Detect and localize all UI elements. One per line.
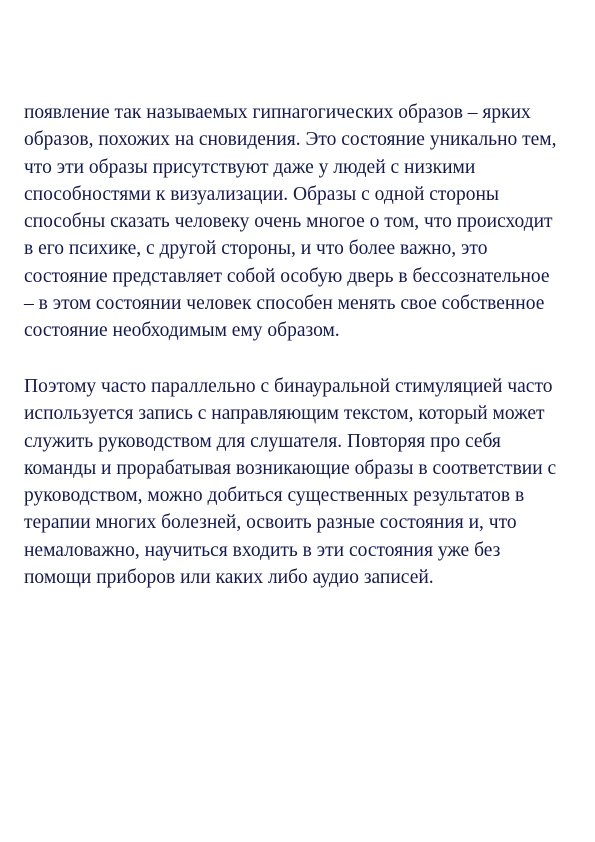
paragraph-line: помощи приборов или каких либо аудио записей. [24, 567, 434, 589]
paragraph-line: способностями к визуализации. Образы с одной стороны [24, 183, 499, 205]
paragraph-line: команды и прорабатывая возникающие образы в соответствии с [24, 457, 557, 479]
paragraph-line: служить руководством для слушателя. Повторяя про себя [24, 430, 501, 452]
paragraph-line: что эти образы присутствуют даже у людей с низкими [24, 156, 476, 178]
paragraph-line: руководством, можно добиться существенных результатов в [24, 485, 525, 507]
paragraph-line: терапии многих болезней, освоить разные состояния и, что [24, 512, 517, 534]
paragraph-line: состояние необходимым ему образом. [24, 320, 340, 342]
paragraph-line: в его психике, с другой стороны, и что более важно, это [24, 238, 488, 260]
paragraph-line: появление так называемых гипнагогических образов – ярких [24, 102, 531, 123]
paragraph-line: образов, похожих на сновидения. Это состояние уникально тем, [24, 129, 557, 151]
paragraph-line: состояние представляет собой особую дверь в бессознательное [24, 265, 550, 287]
paragraph-line: Поэтому часто параллельно с бинауральной стимуляцией часто [24, 376, 553, 397]
paragraph-2 [24, 373, 579, 591]
paragraph-line: способны сказать человеку очень многое о том, что происходит [24, 211, 553, 233]
paragraph-line: немаловажно, научиться входить в эти состояния уже без [24, 539, 501, 561]
paragraph-1 [24, 99, 579, 345]
paragraph-line: – в этом состоянии человек способен менять свое собственное [24, 293, 545, 315]
paragraph-line: используется запись с направляющим текстом, который может [24, 403, 545, 425]
